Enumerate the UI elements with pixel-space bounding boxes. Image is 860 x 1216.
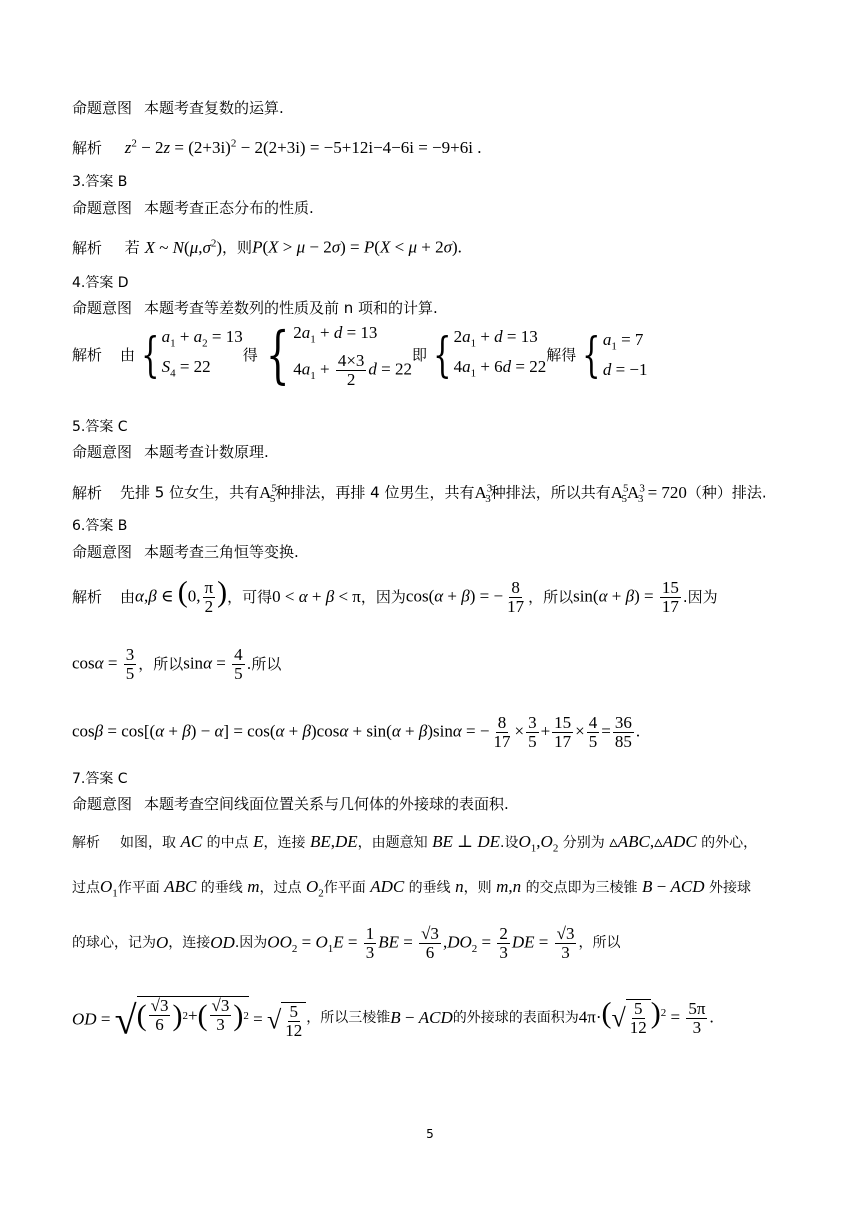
intent-label: 命题意图: [72, 299, 133, 317]
q3-text-mid: ，则: [222, 238, 253, 257]
q6-formula-2: 0 < α + β < π: [272, 587, 361, 606]
q6-formula-1: α,β ∈ (0, $\frac{\pi}{2}$ ): [135, 574, 228, 616]
q7-l1f: 分别为: [562, 835, 605, 851]
q6-t6: ，所以: [138, 655, 184, 673]
q7-formula-area: 4π·(√ $\frac{5}{12}$ )$^2$ = $\frac{5\pi}{3}$ .: [578, 996, 714, 1037]
q6-answer: 6.答案 B: [72, 518, 128, 534]
intent-text: 本题考查复数的运算.: [144, 99, 284, 117]
q6-formula-5: cosα = $\frac{3}{5}$: [72, 644, 135, 683]
q3-analysis: [72, 233, 462, 258]
q6-formula-6: sinα = $\frac{4}{5}$: [183, 644, 243, 683]
q5-intent: [72, 442, 269, 462]
q7-l2b: 作平面: [117, 880, 160, 896]
q7-formula-od: OD = √ ( $\frac{√3}{6}$ ) 2 + ( $\frac{√3}{3}$ ) 2 = √ $\frac{5}{12}$: [72, 996, 306, 1039]
q6-t3: ，因为: [360, 588, 406, 606]
q7-l4b: 的外接球的表面积为: [452, 1010, 579, 1026]
q6-intent: [72, 542, 299, 562]
q6-analysis-line1: [72, 575, 718, 619]
q7-l2d: ，过点: [259, 880, 302, 896]
analysis-label: 解析: [72, 346, 103, 364]
intent-label: 命题意图: [72, 795, 133, 813]
intent-label: 命题意图: [72, 99, 133, 117]
analysis-label: 解析: [72, 588, 103, 606]
q4-system-1: { $a_1 + a_2 = 13$ $S_4 = 22$: [141, 326, 243, 383]
q6-t2: ，可得: [227, 588, 273, 606]
q5-answer: 5.答案 C: [72, 419, 128, 435]
q6-formula-4: sin(α + β) = $\frac{15}{17}$: [573, 577, 679, 616]
q6-analysis-line2: [72, 642, 281, 686]
q7-l2c: 的垂线: [200, 880, 243, 896]
q6-t4: ，所以: [528, 588, 574, 606]
q7-l4a: ，所以三棱锥: [306, 1010, 391, 1026]
q4-system-2: { $2a_1 + d = 13$ $4a_1$ + $\frac{4\times 3}{2}$ d = 22: [265, 318, 412, 391]
q6-analysis-line3: [72, 710, 640, 754]
q5-text-c: 种排法，所以共有: [490, 483, 611, 502]
q7-l2i: 外接球: [708, 880, 751, 896]
q7-analysis-line3: 的球心，记为 O ，连接 OD .因为 $OO_2 = O_1E$ = $\frac{1}{3}$ BE = $\frac{√3}{6}$ $,DO_2$ = $\frac{2}{3}$ DE = $\frac{√3}{3}$ ，所以: [72, 923, 621, 962]
q7-analysis-line4: OD = √ ( $\frac{√3}{6}$ ) 2 + ( $\frac{√3}{3}$ ) 2 = √ $\frac{5}{12}$ ，所以三棱锥 B − ACD 的外接球的表面积为 4π·(√ $\frac{5}{12}$ )$^2$ = $\frac{5\pi}{3}$ .: [72, 996, 714, 1044]
q4-word-de: 得: [242, 346, 258, 364]
q2-formula: $z^2 - 2z = (2+3i)^2 - 2(2+3i) = -5+12i-4-6i = -9+6i$ .: [124, 137, 482, 157]
q3-formula-2: P(X > μ − 2σ) = P(X < μ + 2σ).: [252, 237, 462, 257]
q6-t7: .所以: [246, 655, 282, 673]
q4-word-jiede: 解得: [546, 346, 577, 364]
page-number: 5: [426, 1127, 434, 1141]
q7-l1b: 的中点: [206, 835, 249, 851]
q7-l1d: ，由题意知: [357, 835, 428, 851]
q4-word-ji: 即: [412, 346, 428, 364]
q5-formula-1: $A^5_5$: [259, 482, 277, 506]
q2-analysis: [72, 133, 481, 158]
q3-answer: 3.答案 B: [72, 174, 128, 190]
q7-analysis-line2: 过点$O_1$作平面 ABC 的垂线 m，过点 $O_2$作平面 ADC 的垂线 n，则 m,n 的交点即为三棱锥 B − ACD 外接球: [72, 877, 751, 900]
intent-text: 本题考查空间线面位置关系与几何体的外接球的表面积.: [144, 795, 509, 813]
intent-label: 命题意图: [72, 543, 133, 561]
q7-l3a: 的球心，记为: [72, 935, 156, 951]
q4-system-4: { $a_1 = 7$ d = −1: [582, 327, 648, 383]
q7-l1a: 如图，取: [120, 835, 176, 851]
q7-l1e: .设: [500, 835, 519, 851]
q2-intent: [72, 98, 284, 118]
q6-formula-3: cos(α + β) = − $\frac{8}{17}$: [405, 577, 525, 616]
intent-text: 本题考查三角恒等变换.: [144, 543, 299, 561]
q7-intent: [72, 794, 509, 814]
q4-word-you: 由: [120, 346, 136, 364]
q5-formula-2: $A^3_3$: [474, 482, 493, 506]
q7-l3c: .因为: [234, 935, 268, 951]
analysis-label: 解析: [72, 238, 103, 257]
analysis-label: 解析: [72, 483, 103, 502]
q4-intent: [72, 298, 438, 318]
q7-l1c: ，连接: [263, 835, 306, 851]
q7-l3d: ，所以: [578, 935, 621, 951]
intent-label: 命题意图: [72, 443, 133, 461]
q7-l2a: 过点: [72, 880, 100, 896]
q6-t5: .因为: [682, 588, 718, 606]
intent-text: 本题考查正态分布的性质.: [144, 199, 314, 217]
q4-system-3: { $2a_1 + d = 13$ $4a_1 + 6d = 22$: [433, 326, 547, 383]
q6-t1: 由: [120, 588, 136, 606]
q3-formula-1: X ~ $N(\mu,\sigma^2)$: [144, 237, 223, 257]
q7-l2h: 的交点即为三棱锥: [525, 880, 638, 896]
intent-label: 命题意图: [72, 199, 133, 217]
intent-text: 本题考查计数原理.: [144, 443, 269, 461]
q7-l2e: 作平面: [323, 880, 366, 896]
intent-text: 本题考查等差数列的性质及前 n 项和的计算.: [144, 299, 438, 317]
q7-l1g: 的外心，: [701, 835, 758, 851]
q7-analysis-line1: 解析 如图，取 AC 的中点 E，连接 BE,DE，由题意知 BE ⊥ DE.设$O_1,O_2$ 分别为 ▵ABC,▵ADC 的外心，: [72, 832, 758, 855]
q5-text-a: 先排 5 位女生，共有: [120, 483, 260, 502]
analysis-label: 解析: [72, 138, 103, 157]
q4-analysis: [72, 318, 648, 391]
q4-answer: 4.答案 D: [72, 275, 129, 291]
q5-text-b: 种排法，再排 4 位男生，共有: [275, 483, 475, 502]
q7-l2f: 的垂线: [408, 880, 451, 896]
q5-text-d: （种）排法.: [686, 483, 767, 502]
q3-text-prefix: 若: [124, 238, 140, 257]
q7-l3b: ，连接: [168, 935, 211, 951]
q7-answer: 7.答案 C: [72, 771, 128, 787]
q7-l2g: ，则: [463, 880, 492, 896]
analysis-label: 解析: [72, 835, 100, 851]
q3-intent: [72, 198, 314, 218]
q7-formula-oo2: $OO_2 = O_1E$ = $\frac{1}{3}$ BE = $\frac{√3}{6}$ $,DO_2$ = $\frac{2}{3}$ DE = $\frac{√3}{3}$: [267, 923, 575, 962]
q5-analysis: [72, 478, 767, 509]
q5-formula-3: $A^5_5A^3_3 = 720$: [610, 482, 687, 506]
q6-formula-7: cosβ = cos[(α + β) − α] = cos(α + β)cosα + sin(α + β)sinα = − $\frac{8}{17}$ × $\frac{3}{5}$ + $\frac{15}{17}$ × $\frac{4}{5}$ = $\frac{36}{85}$ .: [72, 712, 641, 751]
